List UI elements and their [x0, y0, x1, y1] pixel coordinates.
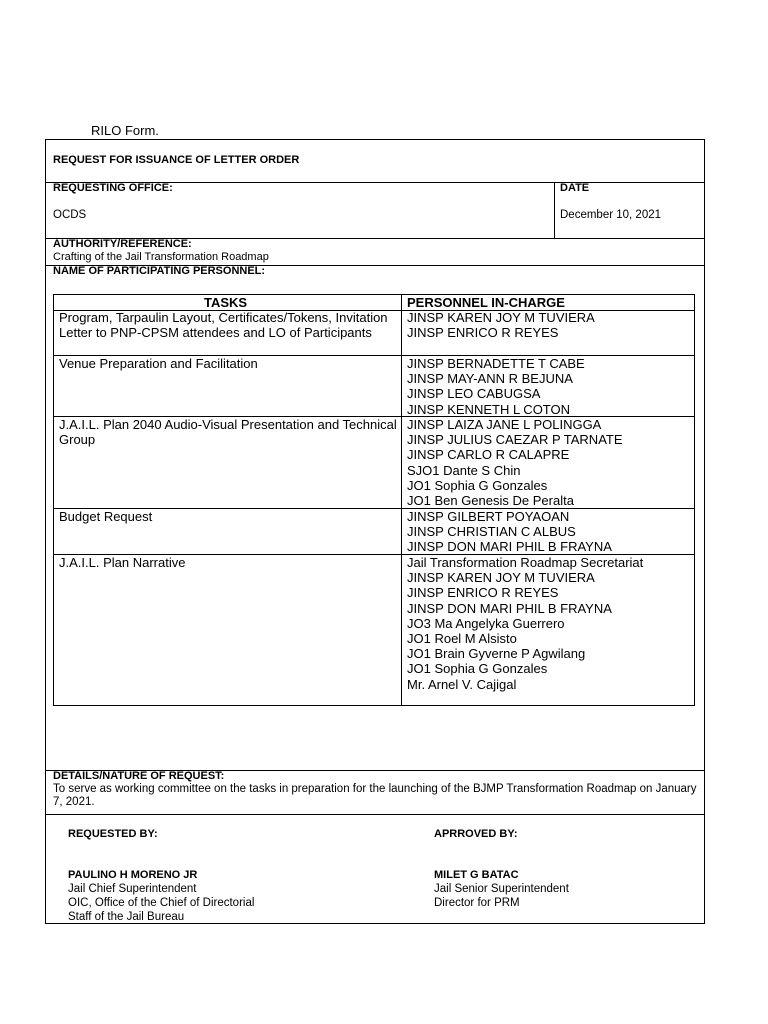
personnel-name: JO1 Sophia G Gonzales — [407, 477, 548, 493]
personnel-name: JINSP KAREN JOY M TUVIERA — [407, 570, 595, 586]
personnel-name: SJO1 Dante S Chin — [407, 462, 521, 478]
approved-by-title: Director for PRM — [434, 897, 520, 909]
personnel-name: JO1 Ben Genesis De Peralta — [407, 493, 574, 509]
date-value: December 10, 2021 — [560, 209, 662, 221]
table-row-personnel — [407, 555, 692, 692]
personnel-name: JINSP LEO CABUGSA — [407, 386, 541, 402]
tasks-table — [53, 294, 695, 706]
personnel-label: NAME OF PARTICIPATING PERSONNEL: — [53, 265, 266, 277]
form-title: REQUEST FOR ISSUANCE OF LETTER ORDER — [53, 154, 300, 166]
personnel-name: JO1 Brain Gyverne P Agwilang — [407, 646, 586, 662]
approved-by-name: MILET G BATAC — [434, 869, 519, 881]
requested-by-block — [68, 868, 254, 924]
table-row-task: J.A.I.L. Plan 2040 Audio-Visual Presentation and Technical Group — [59, 417, 397, 448]
personnel-name: JINSP DON MARI PHIL B FRAYNA — [407, 600, 612, 616]
requested-by-label: REQUESTED BY: — [68, 828, 158, 840]
approved-by-label: APRROVED BY: — [434, 828, 518, 840]
personnel-name: Mr. Arnel V. Cajigal — [407, 676, 517, 692]
personnel-name: JINSP MAY-ANN R BEJUNA — [407, 371, 573, 387]
personnel-name: JINSP DON MARI PHIL B FRAYNA — [407, 539, 612, 555]
requested-by-title: Jail Chief Superintendent — [68, 883, 197, 895]
table-row-personnel — [407, 356, 692, 417]
personnel-name: JINSP CHRISTIAN C ALBUS — [407, 524, 576, 540]
requesting-office-label: REQUESTING OFFICE: — [53, 182, 173, 194]
authority-label: AUTHORITY/REFERENCE: — [53, 238, 192, 250]
details-value: To serve as working committee on the tasks in preparation for the launching of the BJMP Transformation Roadmap on January 7, 2021. — [53, 783, 697, 808]
personnel-name: JINSP ENRICO R REYES — [407, 585, 559, 601]
personnel-name: JO3 Ma Angelyka Guerrero — [407, 615, 565, 631]
requested-by-title: OIC, Office of the Chief of Directorial — [68, 897, 255, 909]
approved-by-block — [434, 868, 569, 910]
personnel-name: JO1 Sophia G Gonzales — [407, 661, 548, 677]
personnel-name: JINSP GILBERT POYAOAN — [407, 509, 570, 524]
personnel-name: JINSP KENNETH L COTON — [407, 401, 571, 417]
table-row-personnel — [407, 310, 692, 340]
table-row-personnel — [407, 417, 692, 508]
table-row-task: J.A.I.L. Plan Narrative — [59, 555, 186, 570]
details-section — [53, 770, 698, 809]
table-row-task: Budget Request — [59, 509, 153, 524]
personnel-name: JINSP JULIUS CAEZAR P TARNATE — [407, 432, 623, 448]
form-label: RILO Form. — [91, 123, 159, 138]
table-header — [54, 295, 694, 311]
details-label: DETAILS/NATURE OF REQUEST: — [53, 770, 225, 782]
table-row-task: Venue Preparation and Facilitation — [59, 356, 258, 371]
requested-by-name: PAULINO H MORENO JR — [68, 869, 198, 881]
requested-by-title: Staff of the Jail Bureau — [68, 911, 185, 923]
personnel-name: JINSP CARLO R CALAPRE — [407, 447, 570, 463]
personnel-name: Jail Transformation Roadmap Secretariat — [407, 555, 644, 570]
table-row-personnel — [407, 509, 692, 555]
personnel-header: PERSONNEL IN-CHARGE — [407, 295, 565, 310]
letter-order-form — [45, 139, 705, 924]
authority-value: Crafting of the Jail Transformation Roadmap — [53, 251, 269, 263]
table-row-task: Program, Tarpaulin Layout, Certificates/Tokens, Invitation Letter to PNP-CPSM attendees and LO of Participants — [59, 310, 388, 341]
personnel-name: JINSP BERNADETTE T CABE — [407, 356, 585, 371]
personnel-name: JINSP ENRICO R REYES — [407, 325, 559, 341]
tasks-header: TASKS — [204, 295, 248, 310]
date-label: DATE — [560, 182, 590, 194]
personnel-name: JINSP LAIZA JANE L POLINGGA — [407, 417, 602, 432]
personnel-name: JINSP KAREN JOY M TUVIERA — [407, 310, 595, 325]
personnel-name: JO1 Roel M Alsisto — [407, 631, 517, 647]
approved-by-title: Jail Senior Superintendent — [434, 883, 569, 895]
requesting-office-value: OCDS — [53, 209, 87, 221]
